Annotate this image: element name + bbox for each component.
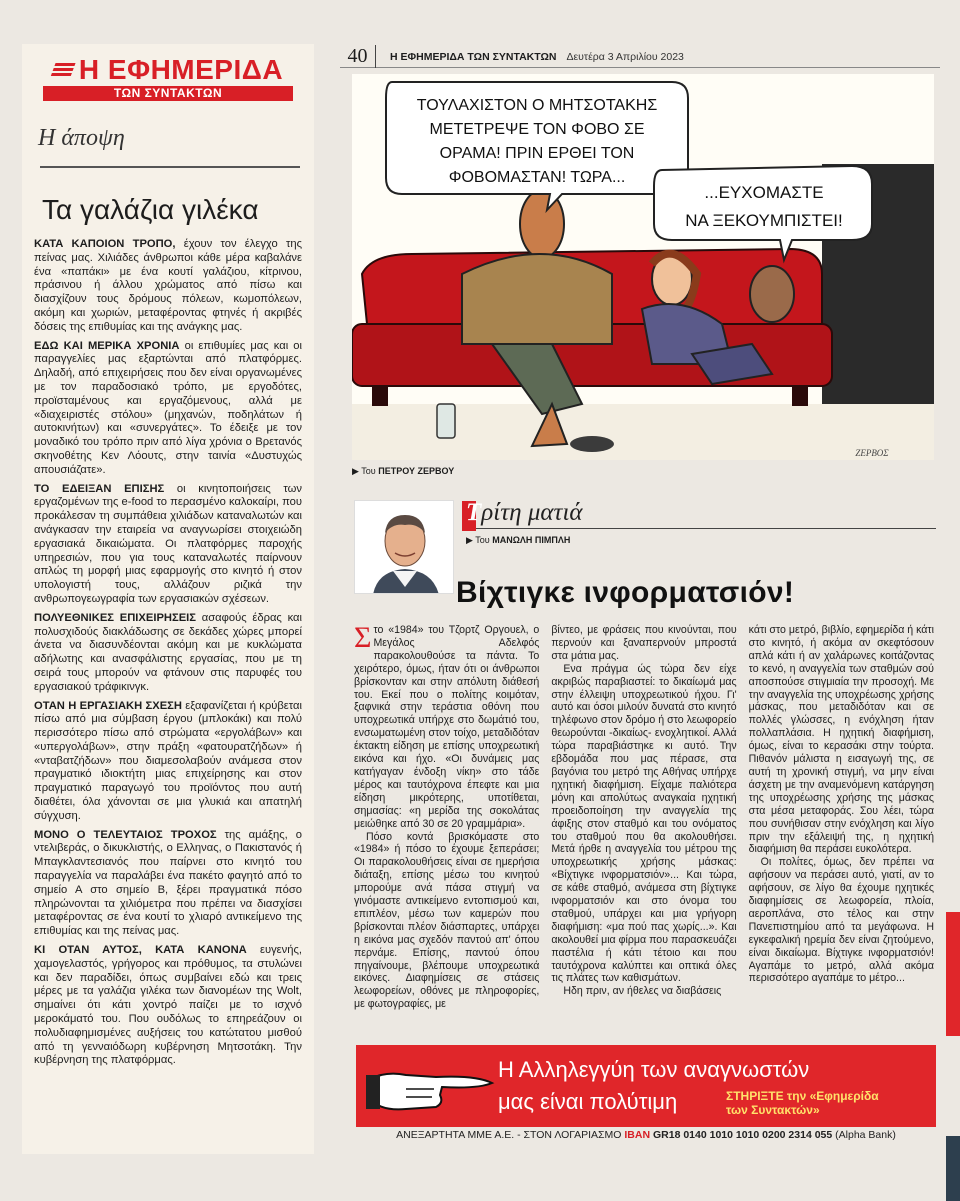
masthead-brand: Η ΕΦΗΜΕΡΙΔΑ <box>78 54 284 85</box>
article-paragraph <box>354 624 539 831</box>
section-label: Η άποψη <box>38 125 125 151</box>
opinion-paragraph <box>32 238 304 335</box>
author-prefix: Του <box>475 535 490 545</box>
drink-can-icon <box>437 404 455 438</box>
bubble1-line: ΦΟΒΟΜΑΣΤΑΝ! ΤΩΡΑ... <box>448 169 626 186</box>
section-title-rest: ρίτη ματιά <box>481 499 583 526</box>
man-shirt <box>462 254 612 344</box>
page-number: 40 <box>340 45 376 68</box>
opinion-paragraph <box>32 483 304 607</box>
credit-name: ΠΕΤΡΟΥ ΖΕΡΒΟΥ <box>378 466 455 476</box>
section-title <box>466 499 583 527</box>
solidarity-ad[interactable] <box>356 1045 936 1153</box>
article-column <box>749 624 934 1020</box>
ad-cta[interactable] <box>726 1089 879 1117</box>
bubble1-line: ΤΟΥΛΑΧΙΣΤΟΝ Ο ΜΗΤΣΟΤΑΚΗΣ <box>416 97 658 114</box>
ad-cta-line: ΣΤΗΡΙΞΤΕ την «Εφημερίδα <box>726 1089 879 1103</box>
article-paragraph: κάτι στο μετρό, βιβλίο, εφημερίδα ή κάτι στο κινητό, ή ακόμα αν σκεφτόσουν απλά κάτι ή αν χαλάρωνες κοιτάζοντας το κενό, η αναγγελία των σταθμών σού αποσπούσε στιγμιαία την προσοχή. Με την αναγγελία της υποχρέωσης χρήσης μάσκας, που μεταδιδόταν και σε πολλές γλώσσες, η ενόχληση ήταν πολλαπλάσια. Η ηχητική διαφήμιση, όμως, είναι το κερασάκι στην τούρτα. Πιθανόν μάλιστα η εισαγωγή της, σε αυτή τη χρονική στιγμή, να μην είναι άσχετη με την αναμενόμενη κατάργηση της υποχρέωσης χρήσης της μάσκας στα μέσα μεταφοράς. Σου λέει, τώρα που συνήθισαν στην ενόχληση και λίγο πριν την εξάλειψή της, η ηχητική διαφήμιση θα περάσει ευκολότερα. <box>748 624 934 856</box>
paragraph-lead: ΠΟΛΥΕΘΝΙΚΕΣ ΕΠΙΧΕΙΡΗΣΕΙΣ <box>34 611 196 624</box>
article-body <box>354 624 934 1020</box>
credit-prefix: Του <box>361 466 376 476</box>
paragraph-lead: ΟΤΑΝ Η ΕΡΓΑΣΙΑΚΗ ΣΧΕΣΗ <box>34 699 182 712</box>
man-shoe <box>570 436 614 452</box>
article-column <box>354 624 539 1020</box>
paragraph-text: έχουν τον έλεγχο της πείνας μας. Χιλιάδες άνθρωποι κάθε μέρα καβαλάνε ένα «παπάκι» με ένα κουτί γαλάζιου, κίτρινου, πράσινου ή άλλου χρώματος από πίσω και διασχίζουν τους δρόμους πόλεων, κωμοπόλεων, ακόμη και χωριών, μεταφέροντας φτηνές ή ακριβές δόσεις της επιθυμίας και της ανάγκης μας. <box>34 238 302 333</box>
paper-name: Η ΕΦΗΜΕΡΙΔΑ ΤΩΝ ΣΥΝΤΑΚΤΩΝ <box>390 50 557 63</box>
paragraph-lead: ΚΙ ΟΤΑΝ ΑΥΤΟΣ, ΚΑΤΑ ΚΑΝΟΝΑ <box>34 944 247 957</box>
pointing-hand-icon <box>366 1049 496 1125</box>
article-paragraph: βίντεο, με φράσεις που κινούνται, που περνούν και ξαναπερνούν μπροστά στα μάτια μας. <box>551 624 737 662</box>
paragraph-text: εξαφανίζεται ή κρύβεται πίσω από μια σύμβαση έργου (μπλοκάκι) και πολύ περισσότερο πίσω από στρώματα «εργολάβων» και «υπεργολάβων», στην πράξη «φατουρατζήδων» ή «νταβατζήδων» που διαμεσολαβούν ανάμεσα στον πραγματικό ιδιοκτήτη μιας επιχείρησης και στον πραγματικό παραγωγό του προϊόντος που αυτή διαθέτει, όλα χάνονται σε μια γλυκιά και απατηλή σύγχυση. <box>34 699 302 822</box>
ad-headline: Η Αλληλεγγύη των αναγνωστών <box>498 1057 810 1082</box>
iban-number: GR18 0140 1010 1010 0200 2314 055 <box>652 1129 833 1141</box>
bank-text: ΑΝΕΞΑΡΤΗΤΑ ΜΜΕ Α.Ε. - ΣΤΟΝ ΛΟΓΑΡΙΑΣΜΟ <box>396 1129 622 1141</box>
cartoon-panel <box>352 74 934 460</box>
hand-cuff <box>366 1075 380 1109</box>
iban-label: IBAN <box>624 1129 651 1141</box>
opinion-title: Τα γαλάζια γιλέκα <box>42 194 259 225</box>
cartoon-illustration <box>352 74 934 460</box>
author-name: ΜΑΝΩΛΗ ΠΙΜΠΛΗ <box>492 535 571 545</box>
sofa-leg <box>372 386 388 406</box>
article-paragraph: Ηδη πριν, αν ήθελες να διαβάσεις <box>563 985 722 998</box>
article-title: Βίχτιγκε ινφορματσιόν! <box>456 576 795 609</box>
sofa-leg <box>792 386 808 406</box>
bubble2-line: ΝΑ ΞΕΚΟΥΜΠΙΣΤΕΙ! <box>685 211 843 230</box>
page-header <box>340 46 940 68</box>
section-header <box>462 501 936 531</box>
ad-cta-line: των Συντακτών» <box>726 1103 820 1117</box>
edge-marker <box>946 912 960 1036</box>
bubble1-line: ΟΡΑΜΑ! ΠΡΙΝ ΕΡΘΕΙ ΤΟΝ <box>439 145 635 162</box>
cartoon-credit: ▶ Του ΠΕΤΡΟΥ ΖΕΡΒΟΥ <box>352 466 455 476</box>
opinion-paragraph <box>32 700 304 824</box>
cartoon-signature: ΖΕΡΒΟΣ <box>855 448 889 458</box>
paragraph-text: οι κινητοποιήσεις των εργαζομένων της e-food το περασμένο καλοκαίρι, που προκάλεσαν τη συμπάθεια χιλιάδων καταναλωτών και ανάγκασαν την εταιρεία να αναγνωρίσει στοιχειώδη εργασιακά δικαιώματα. Οι πλατφόρμες παροχής υπηρεσιών, που για τους καταναλωτές παίρνουν απλώς τη μορφή μιας εφαρμογής στο κινητό ή στον υπολογιστή τους, αλλάζουν ριζικά την ανθρωπογεωγραφία των εργασιακών σχέσεων. <box>34 482 302 605</box>
dropcap: Σ <box>354 624 372 654</box>
ad-subheadline: μας είναι πολύτιμη <box>498 1089 678 1114</box>
masthead-logo <box>32 54 304 101</box>
paragraph-lead: ΕΔΩ ΚΑΙ ΜΕΡΙΚΑ ΧΡΟΝΙΑ <box>34 339 180 352</box>
author-credit: ▶ Του ΜΑΝΩΛΗ ΠΙΜΠΛΗ <box>466 535 571 545</box>
article-paragraph: Ενα πράγμα ώς τώρα δεν είχε ακριβώς παραβιαστεί: το δικαίωμά μας στην έλλειψη υποχρεωτικού ήχου. Γι' αυτό και όσοι μιλούν δυνατά στο κινητό τηλέφωνο στον δρόμο ή στο λεωφορείο θεωρούνται -δικαίως- ενοχλητικοί. Αλλά τώρα παραβιάστηκε κι αυτό. Την εβδομάδα που μας πέρασε, στα βαγόνια του μετρό της Αθήνας υπήρχε ηχητική διαφήμιση. Είχαμε παλιότερα μόνη και απολύτως αναγκαία ηχητική προειδοποίηση την αναγγελία της άφιξης στον σταθμό και του ονόματος του σταθμού που θα ακολουθήσει. Μετά ήρθε η αναγγελία του μέτρου της υποχρεωτικής χρήσης μάσκας: «Βίχτιγκε ινφορματσιόν»... Και τώρα, σε κάθε σταθμό, ανάμεσα στη βίχτιγκε ινφορματσιόν και στο όνομα του σταθμού, υπάρχει και μια γρήγορη διαφήμιση: «μα πού πας χωρίς...». Και ακολουθεί μια φίρμα που παρασκευάζει παστέλια ή κάτι τέτοιο και που ταυτόχρονα καλύπτει και οπτικά όλες τις πλάτες των καθισμάτων. <box>551 662 737 985</box>
bubble1-line: ΜΕΤΕΤΡΕΨΕ ΤΟΝ ΦΟΒΟ ΣΕ <box>429 121 645 138</box>
opinion-paragraph <box>32 944 304 1068</box>
ad-bank-details <box>356 1129 936 1141</box>
masthead-sub: ΤΩΝ ΣΥΝΤΑΚΤΩΝ <box>43 86 293 101</box>
issue-date: Δευτέρα 3 Απριλίου 2023 <box>566 50 684 63</box>
bank-name: (Alpha Bank) <box>835 1129 896 1141</box>
author-photo <box>354 500 454 594</box>
opinion-paragraph <box>32 340 304 478</box>
section-divider <box>40 166 300 168</box>
opinion-column <box>22 44 314 1154</box>
opinion-paragraph <box>32 829 304 939</box>
article-paragraph: Οι πολίτες, όμως, δεν πρέπει να αφήσουν να περάσει αυτό, γιατί, αν το αφήσουν, σε λίγο θα έχουμε ηχητικές διαφημίσεις σε λεωφορεία, πλοία, αεροπλάνα, στο τέλος και στην Πανεπιστημίου από τα μεγάφωνα. Η εγκεφαλική ηρεμία δεν είναι ζητούμενο, είναι δικαίωμα. Βίχτιγκε ινφορματσιόν! Αγαπάμε το μετρό, αλλά ακόμα περισσότερο αγαπάμε το μέτρο... <box>748 856 934 985</box>
paragraph-text: ασαφούς έδρας και πολυσχιδούς διακλάδωσης σε δεκάδες χώρες μπορεί άνετα να διασυνδέονται ακόμη και με κυκλώματα αδήλωτης και ανασφάλιστης εργασίας, που με τη σειρά τους μπορούν να φτάνουν στις παρυφές του εργασιακού τράφικινγκ. <box>34 611 303 693</box>
opinion-body <box>32 238 304 1068</box>
edge-marker <box>946 1136 960 1201</box>
paragraph-lead: ΜΟΝΟ Ο ΤΕΛΕΥΤΑΙΟΣ ΤΡΟΧΟΣ <box>34 828 217 841</box>
logo-stripes-icon <box>50 63 75 77</box>
paragraph-lead: ΤΟ ΕΔΕΙΞΑΝ ΕΠΙΣΗΣ <box>34 482 165 495</box>
paragraph-text: ευγενής, χαμογελαστός, γρήγορος και πρόθυμος, τα στυλώνει και δεν παραδίδει, όπως συμβαίνει εδώ και τρεις μέρες με τα γαλάζια γιλέκα των διανομέων της Wolt, σημαίνει ότι κάτι χοντρό παίζει με το ισχνό μεροκάματό του. Που ουδόλως το επηρεάζουν οι πολυδιαφημισμένες αυξήσεις του κατώτατου μισθού από τη γενναιόδωρη κυβέρνηση Μητσοτάκη. Την κυβέρνηση της πλατφόρμας. <box>34 944 302 1067</box>
bubble2-line: ...ΕΥΧΟΜΑΣΤΕ <box>704 183 824 202</box>
opinion-paragraph <box>32 612 304 695</box>
paragraph-text: οι επιθυμίες μας και οι παραγγελίες μας εξαρτώνται από πλατφόρμες. Δηλαδή, από επιχειρήσεις που δεν είναι οργανωμένες με τον παραδοσιακό τρόπο, με εργοδότες, προϊσταμένους και εργαζόμενους, αλλά με «διαχειριστές στόλου» (μηχανών, ποδηλάτων ή αυτοκινήτων) και «συνεργάτες». Το έδειξε με τον μοναδικό του τρόπο πριν από λίγα χρόνια ο Βρετανός σκηνοθέτης Κεν Λόουτς, στην ταινία «Δυστυχώς απουσιάζατε». <box>34 339 303 476</box>
article-paragraph: Πόσο κοντά βρισκόμαστε στο «1984» ή πόσο το έχουμε ξεπεράσει; Οι παρακολουθήσεις είναι σε ημερήσια διάταξη, επίσης μέσω του κινητού μπορούμε ανά πάσα στιγμή να γινόμαστε αντικείμενο εντοπισμού και, επιπλέον, μέσω των καμερών που βρίσκονται πλέον διάσπαρτες, υπάρχει η εικόνα μας σχεδόν παντού απ' όπου περνάμε. Επίσης, παντού όπου πηγαίνουμε, βλέπουμε υποχρεωτικά εικόνες. Διαφημίσεις σε στάσεις λεωφορείων, οθόνες με πληροφορίες, με φωτογραφίες, με <box>354 830 540 1011</box>
section-divider <box>476 528 936 529</box>
article-column <box>551 624 736 1020</box>
paragraph-text: της αμάξης, ο ντελιβεράς, ο δικυκλιστής, ο Ελληνας, ο Πακιστανός ή Μπαγκλαντεσιανός που παίρνει στο κινητό του παραγγελία να παραλάβει ένα πακέτο φαγητό από το σημείο Α στο σημείο Β, ξέρει πραγματικά πόσο πληρώνονται τα χιλιόμετρα που πρέπει να διασχίσει μεταφέροντας σε ένα κουτί το χλιαρό αντικείμενο της επιθυμίας και της πείνας μας. <box>34 828 302 938</box>
paragraph-text: το «1984» του Τζορτζ Οργουελ, ο Μεγάλος Αδελφός παρακολουθούσε τα πάντα. Το χειρότερο, όμως, ήταν ότι οι άνθρωποι βρίσκονταν και στην απόλυτη διάθεσή του. Εκεί που ο πολίτης κοιμόταν, ξαφνικά στην τεράστια οθόνη που υποχρεωτικά υπήρχε στο δωμάτιό του, ενσωματωμένη στον τοίχο, μεταδιδόταν έκτακτη είδηση με επίσης υποχρεωτική εικόνα και ήχο. «Οι δυνάμεις μας κατήγαγαν ένδοξη νίκη» στο τάδε μέρος και ταυτόχρονα έπεφτε και μια είδηση μικρότερης, υποτίθεται, σημασίας: «η μερίδα της σοκολάτας μειώθηκε από 30 σε 20 γραμμάρια». <box>354 624 540 830</box>
section-initial: Τ <box>466 499 482 526</box>
third-person-head <box>750 266 794 322</box>
author-portrait <box>355 501 454 594</box>
paragraph-lead: ΚΑΤΑ ΚΑΠΟΙΟΝ ΤΡΟΠΟ, <box>34 238 176 250</box>
